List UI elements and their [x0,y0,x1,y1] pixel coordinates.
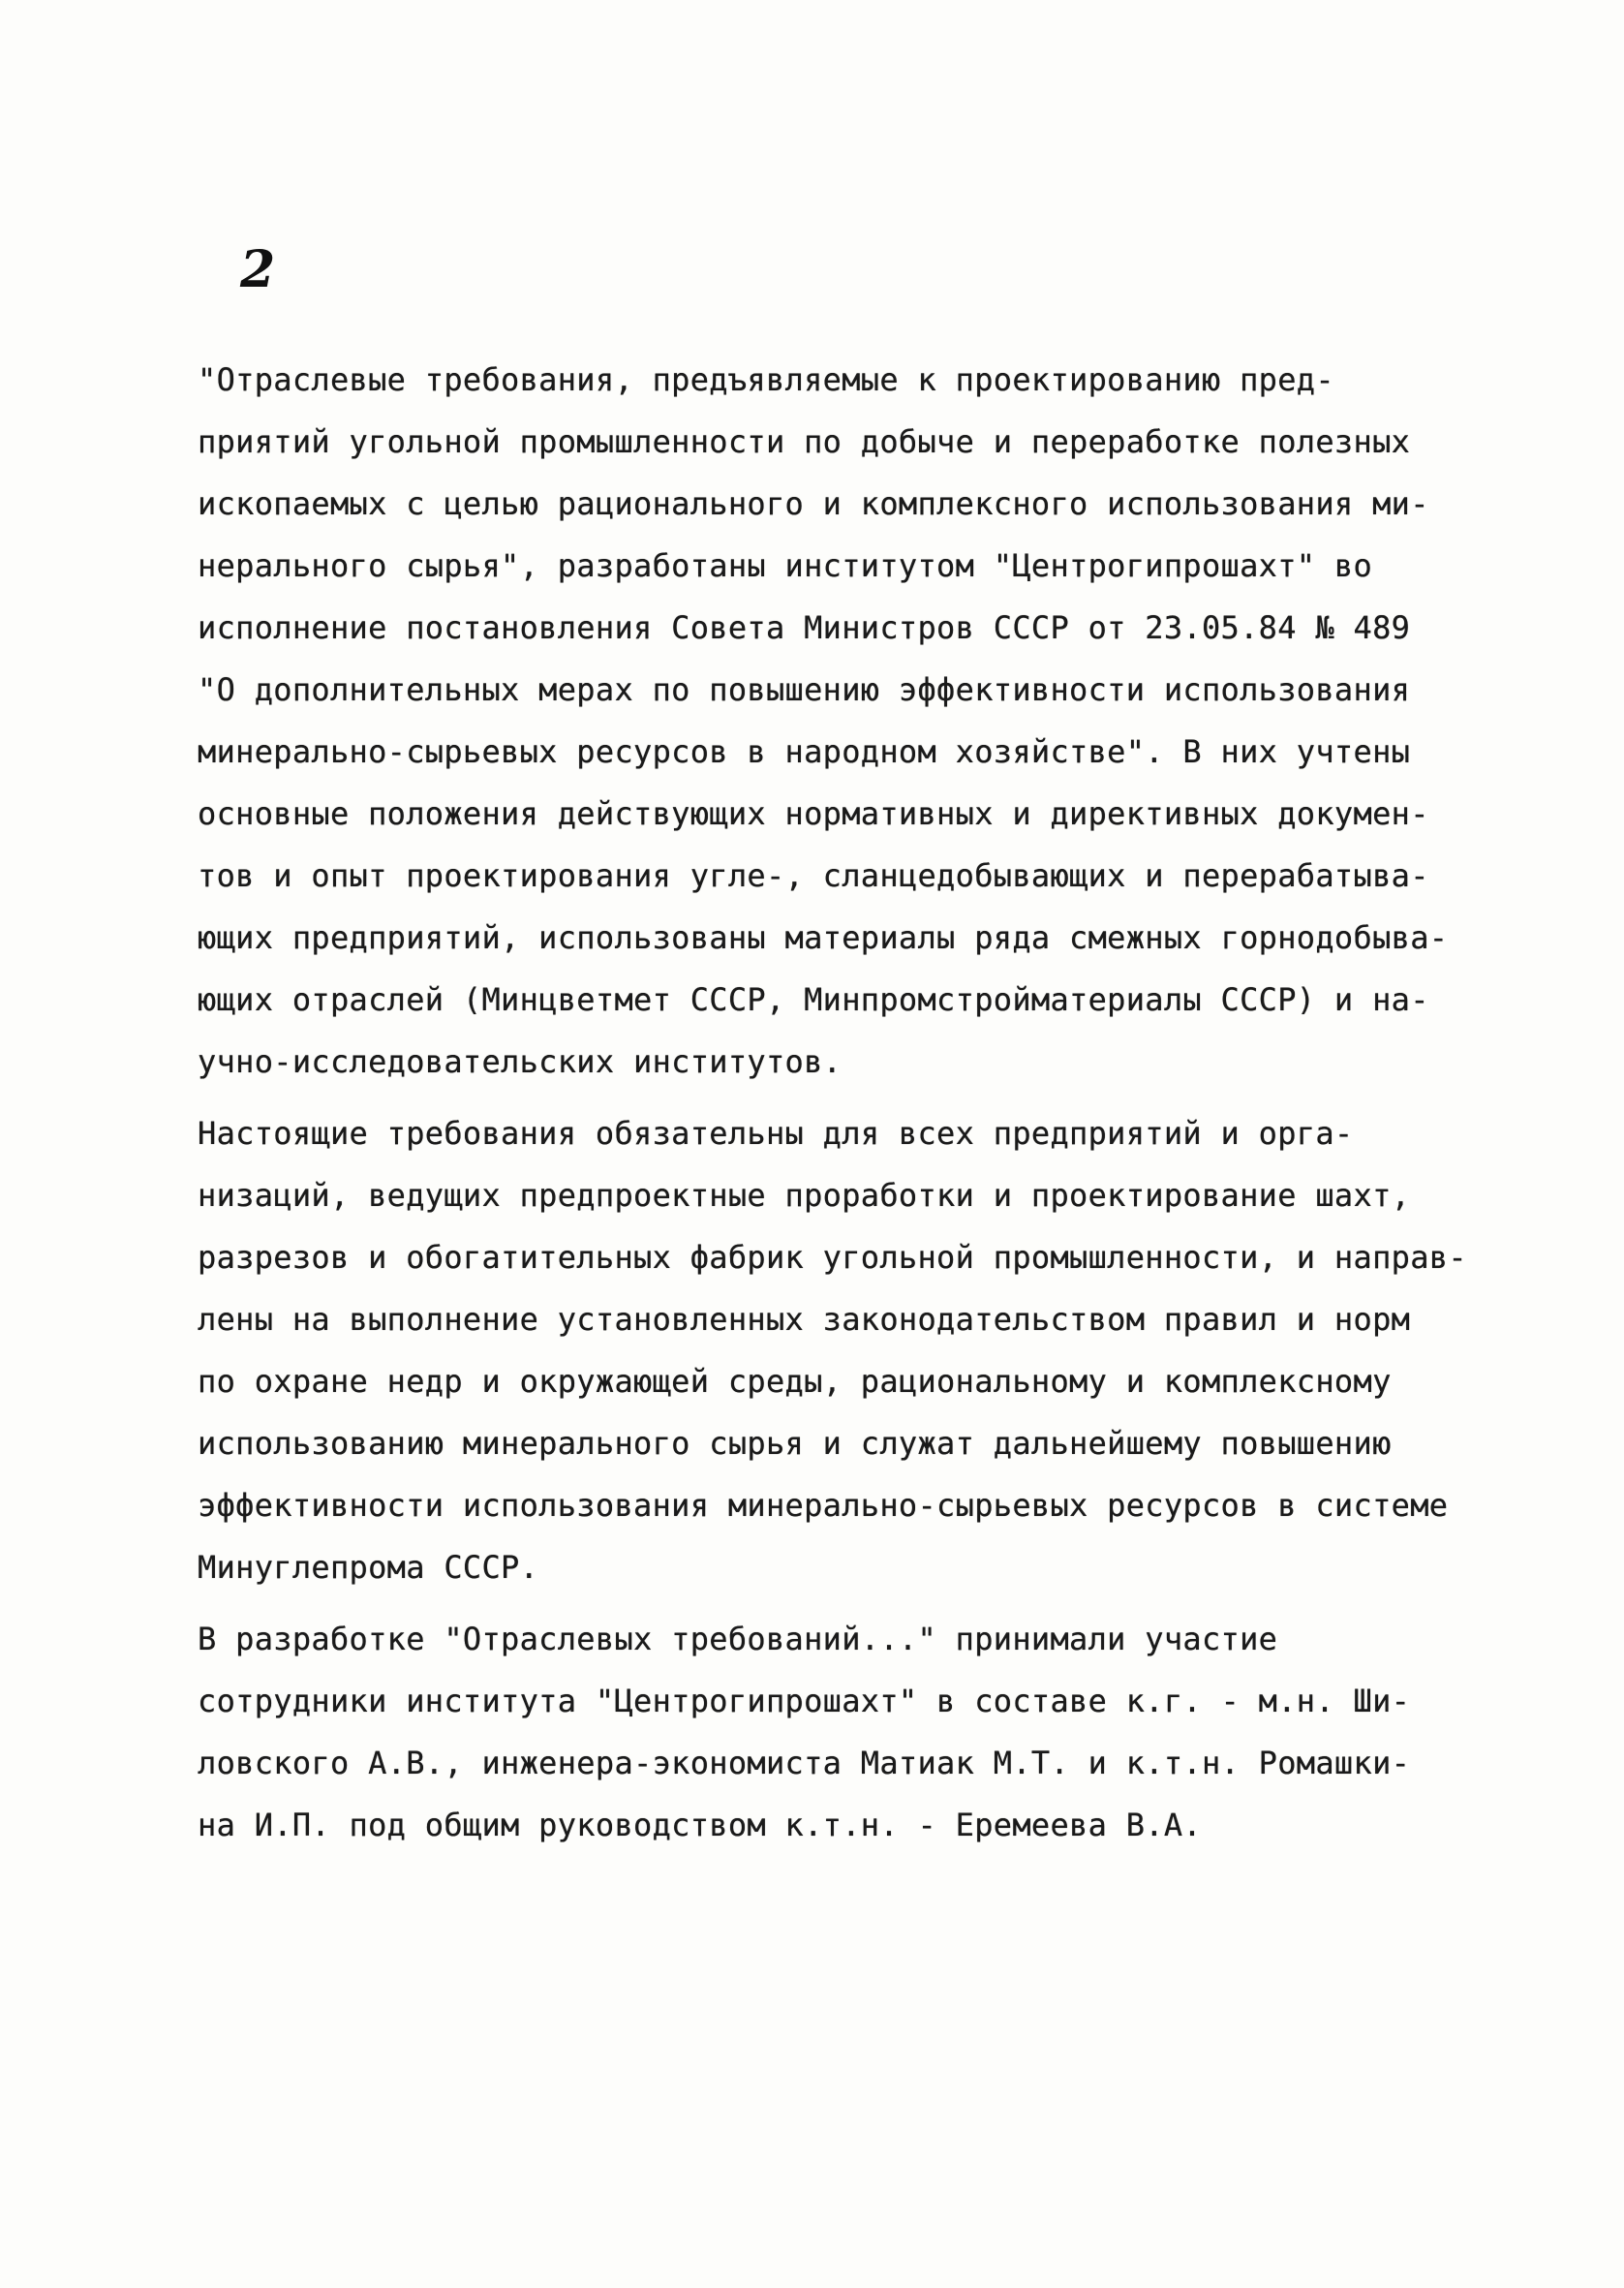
document-body [198,349,1467,1856]
text-line: "Отраслевые требования, предъявляемые к проектированию пред- [198,361,1334,398]
page-number: 2 [240,240,276,299]
paragraph-authors [198,1608,1456,1856]
text-line: минерально-сырьевых ресурсов в народном хозяйстве". В них учтены [198,733,1411,770]
text-line: Настоящие требования обязательны для всех предприятий и орга- [198,1115,1354,1152]
paragraph-gap [198,1598,1456,1608]
text-line: эффективности использования минерально-сырьевых ресурсов в системе [198,1487,1449,1524]
text-line: ющих предприятий, использованы материалы ряда смежных горнодобыва- [198,919,1449,956]
text-line: В разработке "Отраслевых требований..." принимали участие [198,1621,1278,1657]
text-line: ющих отраслей (Минцветмет СССР, Минпромстройматериалы СССР) и на- [198,981,1429,1018]
text-line: использованию минерального сырья и служат дальнейшему повышению [198,1425,1392,1462]
paragraph-gap [198,1093,1456,1102]
text-line: Минуглепрома СССР. [198,1549,539,1586]
text-line: сотрудники института "Центрогипрошахт" в составе к.г. - м.н. Ши- [198,1683,1411,1719]
paragraph-intro [198,349,1456,1093]
text-line: ловского А.В., инженера-экономиста Матиак М.Т. и к.т.н. Ромашки- [198,1745,1411,1781]
text-line: нерального сырья", разработаны институтом "Центрогипрошахт" во [198,547,1373,584]
text-line: основные положения действующих нормативных и директивных докумен- [198,795,1429,832]
text-line: "О дополнительных мерах по повышению эффективности использования [198,671,1411,708]
text-line: по охране недр и окружающей среды, рациональному и комплексному [198,1363,1392,1400]
text-line: лены на выполнение установленных законодательством правил и норм [198,1301,1411,1338]
text-line: исполнение постановления Совета Министров СССР от 23.05.84 № 489 [198,609,1411,646]
paragraph-requirements [198,1102,1467,1598]
text-line: тов и опыт проектирования угле-, сланцедобывающих и перерабатыва- [198,857,1429,894]
text-line: на И.П. под общим руководством к.т.н. - Еремеева В.А. [198,1807,1202,1843]
text-line: разрезов и обогатительных фабрик угольной промышленности, и направ- [198,1239,1467,1276]
text-line: учно-исследовательских институтов. [198,1043,843,1080]
text-line: ископаемых с целью рационального и комплексного использования ми- [198,485,1429,522]
text-line: приятий угольной промышленности по добыче и переработке полезных [198,423,1411,460]
text-line: низаций, ведущих предпроектные проработки и проектирование шахт, [198,1177,1411,1214]
